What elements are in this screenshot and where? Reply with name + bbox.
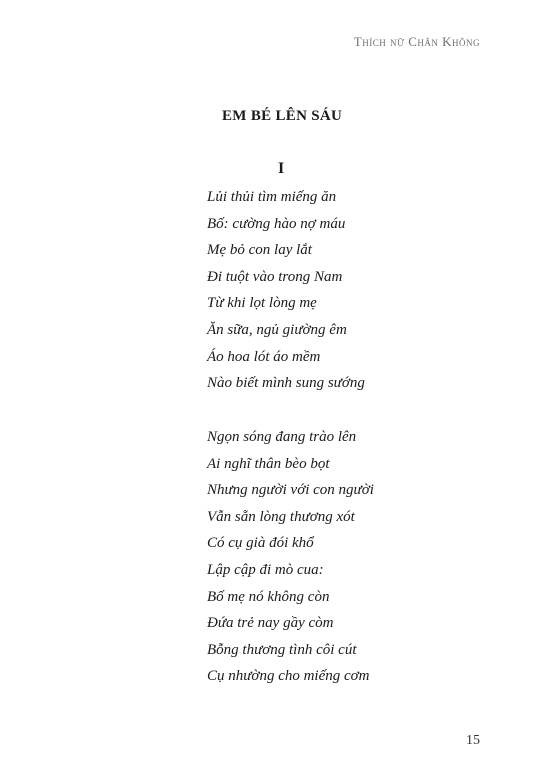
poem-line: Ngọn sóng đang trào lên — [207, 429, 357, 445]
poem-line: Cụ nhường cho miếng cơm — [207, 668, 370, 685]
page-number: 15 — [466, 733, 480, 748]
poem-line: Lập cập đi mò cua: — [207, 561, 324, 578]
poem-line: Bố mẹ nó không còn — [207, 588, 330, 605]
poem-line: Bỗng thương tình côi cút — [207, 641, 357, 658]
poem-line: Nào biết mình sung sướng — [207, 375, 365, 392]
poem-line: Mẹ bỏ con lay lắt — [207, 242, 312, 259]
poem-line: Áo hoa lót áo mềm — [207, 348, 321, 365]
section-numeral: I — [278, 160, 285, 177]
poem-line: Nhưng người với con người — [207, 482, 374, 499]
poem-line: Bố: cường hào nợ máu — [207, 215, 346, 232]
poem-line: Đứa trẻ nay gầy còm — [207, 615, 334, 632]
poem-title: EM BÉ LÊN SÁU — [222, 108, 343, 124]
poem-line: Đi tuột vào trong Nam — [207, 268, 343, 285]
poem-line: Ăn sữa, ngủ giường êm — [207, 321, 347, 338]
poem-line: Lủi thủi tìm miếng ăn — [207, 189, 337, 205]
poem-line: Từ khi lọt lòng mẹ — [207, 295, 317, 312]
running-head: Thích nữ Chân Không — [353, 34, 480, 49]
poem-line: Có cụ già đói khổ — [207, 535, 314, 552]
poem-line: Vẫn sẵn lòng thương xót — [207, 508, 355, 525]
stanza-2 — [207, 424, 374, 690]
stanza-1 — [207, 184, 365, 397]
poem-line: Ai nghĩ thân bèo bọt — [207, 455, 330, 472]
